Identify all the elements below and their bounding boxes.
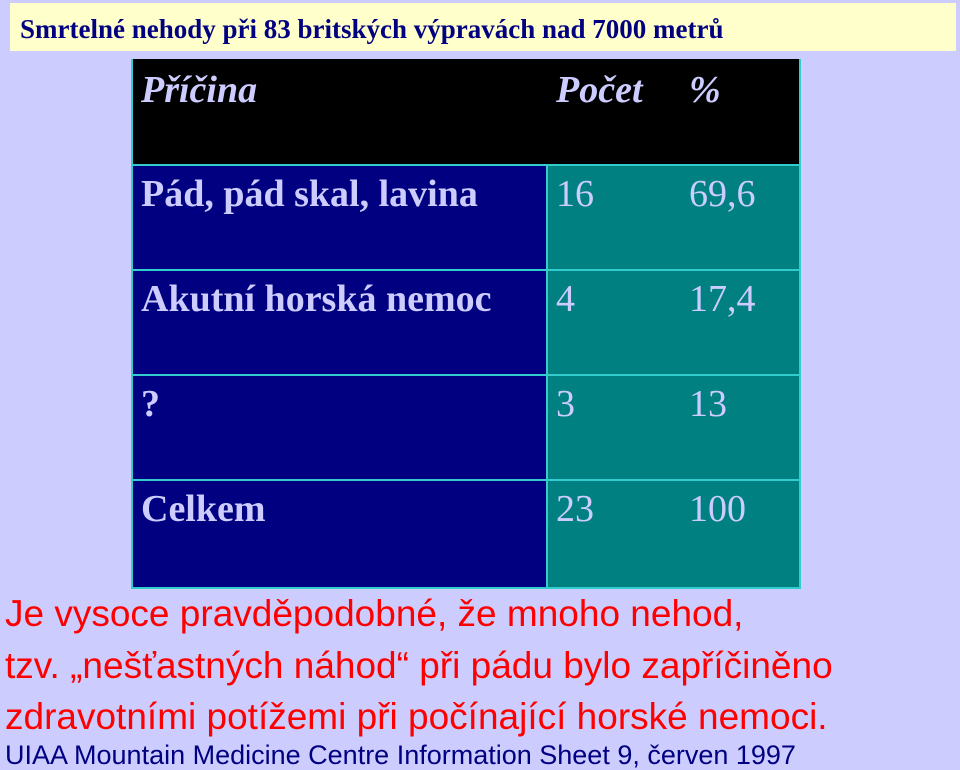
row-4-percent: 100: [689, 488, 746, 530]
table-divider: [131, 164, 801, 166]
row-3-cause: ?: [141, 383, 160, 425]
table-border-right: [799, 59, 801, 589]
slide-title: Smrtelné nehody při 83 britských výpravách nad 7000 metrů: [20, 14, 724, 44]
row-1-percent: 69,6: [689, 173, 756, 215]
table-border-left: [131, 59, 133, 589]
row-2-cause: Akutní horská nemoc: [141, 278, 492, 320]
row-4-cause: Celkem: [141, 488, 266, 530]
header-percent: %: [689, 69, 721, 111]
row-4-count: 23: [556, 488, 594, 530]
table-divider: [131, 479, 801, 481]
table-row-value-cell: [547, 270, 801, 375]
table-divider: [131, 587, 801, 589]
note-line-2: tzv. „nešťastných náhod“ při pádu bylo zapříčiněno: [5, 645, 833, 686]
row-2-percent: 17,4: [689, 278, 756, 320]
row-1-count: 16: [556, 173, 594, 215]
accident-table: [131, 59, 801, 589]
table-divider: [131, 374, 801, 376]
source-citation: UIAA Mountain Medicine Centre Information Sheet 9, červen 1997: [5, 740, 796, 770]
row-1-cause: Pád, pád skal, lavina: [141, 173, 478, 215]
row-3-percent: 13: [689, 383, 727, 425]
row-3-count: 3: [556, 383, 575, 425]
title-bar: [10, 3, 956, 51]
table-column-divider: [546, 165, 548, 589]
note-line-3: zdravotními potížemi při počínající horské nemoci.: [5, 696, 828, 737]
header-cause: Příčina: [141, 69, 258, 111]
table-row-cause-cell: [131, 375, 547, 480]
header-count: Počet: [556, 69, 643, 111]
note-line-1: Je vysoce pravděpodobné, že mnoho nehod,: [5, 593, 744, 634]
row-2-count: 4: [556, 278, 575, 320]
table-divider: [131, 269, 801, 271]
table-row-value-cell: [547, 375, 801, 480]
